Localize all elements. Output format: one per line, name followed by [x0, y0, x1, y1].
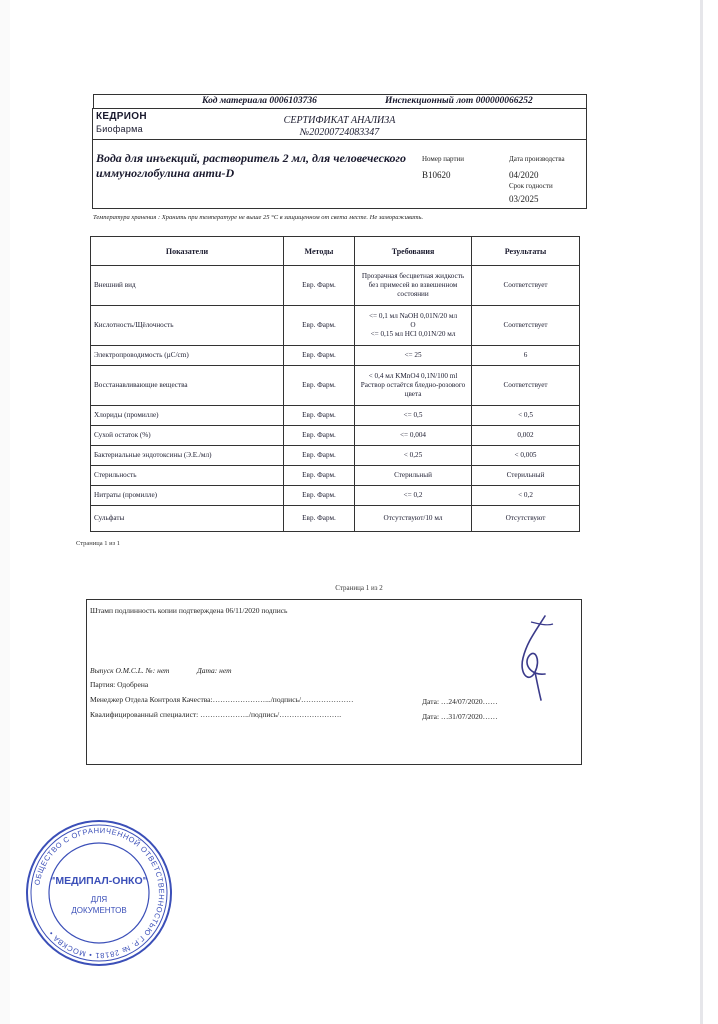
table-row [91, 366, 580, 406]
material-code: Код материала 0006103736 [202, 96, 317, 106]
header-divider [93, 139, 586, 140]
col-header-result: Результаты [472, 237, 580, 266]
table-row [91, 306, 580, 346]
table-row [91, 426, 580, 446]
cell-result: < 0,2 [472, 486, 580, 506]
cell-parameter: Нитраты (промилле) [91, 486, 284, 506]
table-row [91, 266, 580, 306]
product-line-2: иммуноглобулина анти-D [96, 166, 235, 180]
table-row [91, 466, 580, 486]
product-name [96, 151, 416, 181]
certificate-title: СЕРТИФИКАТ АНАЛИЗА [283, 115, 396, 126]
table-row [91, 406, 580, 426]
cell-requirement: <= 0,2 [355, 486, 472, 506]
cell-parameter: Бактериальные эндотоксины (Э.Е./мл) [91, 446, 284, 466]
cell-parameter: Стерильность [91, 466, 284, 486]
certificate-number: №20200724083347 [299, 127, 380, 138]
header-box [92, 108, 587, 209]
page-left-edge [0, 0, 10, 1024]
cell-method: Евр. Фарм. [284, 446, 355, 466]
expiry-value: 03/2025 [509, 194, 539, 204]
qualified-person-date: Дата: …31/07/2020…… [422, 712, 498, 721]
handwritten-signature [505, 612, 565, 702]
cell-method: Евр. Фарм. [284, 346, 355, 366]
cell-result: 0,002 [472, 426, 580, 446]
batch-status: Партия: Одобрена [90, 680, 149, 689]
header-topline [93, 94, 587, 109]
cell-method: Евр. Фарм. [284, 466, 355, 486]
table-row [91, 506, 580, 532]
cell-result: Соответствует [472, 306, 580, 346]
copy-stamp-line: Штамп подлинность копии подтверждена 06/11/2020 подпись [90, 606, 288, 615]
cell-result: Соответствует [472, 366, 580, 406]
cell-method: Евр. Фарм. [284, 506, 355, 532]
cell-parameter: Хлориды (промилле) [91, 406, 284, 426]
cell-method: Евр. Фарм. [284, 306, 355, 346]
cell-requirement: Отсутствуют/10 мл [355, 506, 472, 532]
cell-requirement: < 0,25 [355, 446, 472, 466]
cell-requirement: <= 25 [355, 346, 472, 366]
cell-method: Евр. Фарм. [284, 366, 355, 406]
cell-requirement: <= 0,5 [355, 406, 472, 426]
cell-result: Соответствует [472, 266, 580, 306]
expiry-label: Срок годности [509, 182, 553, 190]
production-date-label: Дата производства [509, 155, 565, 163]
qualified-person-line: Квалифицированный специалист: ………………../подпись/……………………. [90, 710, 342, 719]
col-header-method: Методы [284, 237, 355, 266]
cell-result: < 0,005 [472, 446, 580, 466]
page-note: Страница 1 из 1 [76, 540, 121, 547]
company-subtitle: Биофарма [96, 124, 143, 134]
storage-note: Температура хранения : Хранить при температуре не выше 25 °С в защищенном от света месте. Не замораживать. [93, 214, 424, 221]
release-date: Дата: нет [197, 666, 232, 675]
qc-manager-line: Менеджер Отдела Контроля Качества:………………….../подпись/………………… [90, 695, 354, 704]
cell-requirement: Прозрачная бесцветная жидкость без примесей во взвешенном состоянии [355, 266, 472, 306]
stamp-line-2: ДОКУМЕНТОВ [71, 906, 127, 915]
stamp-ring-text: ОБЩЕСТВО С ОГРАНИЧЕННОЙ ОТВЕТСТВЕННОСТЬЮ Г.Р. № 28181 • МОСКВА • [32, 825, 167, 961]
page-number: Страница 1 из 2 [335, 584, 383, 592]
cell-result: 6 [472, 346, 580, 366]
cell-requirement: <= 0,004 [355, 426, 472, 446]
cell-method: Евр. Фарм. [284, 426, 355, 446]
batch-label: Номер партии [422, 155, 465, 163]
cell-parameter: Электропроводимость (µС/cm) [91, 346, 284, 366]
table-row [91, 346, 580, 366]
cell-result: < 0,5 [472, 406, 580, 426]
production-date-value: 04/2020 [509, 170, 539, 180]
page-right-edge [700, 0, 703, 1024]
col-header-requirement: Требования [355, 237, 472, 266]
cell-requirement: Стерильный [355, 466, 472, 486]
company-stamp [24, 818, 174, 968]
col-header-param: Показатели [91, 237, 284, 266]
qc-manager-date: Дата: …24/07/2020…… [422, 697, 498, 706]
svg-text:ОБЩЕСТВО С ОГРАНИЧЕННОЙ ОТВЕТС [32, 826, 166, 960]
cell-result: Стерильный [472, 466, 580, 486]
cell-result: Отсутствуют [472, 506, 580, 532]
cell-requirement: < 0,4 мл KMnO4 0,1N/100 ml Раствор остаётся бледно-розового цвета [355, 366, 472, 406]
stamp-line-1: ДЛЯ [90, 895, 108, 904]
certificate-title-block [93, 115, 586, 139]
cell-method: Евр. Фарм. [284, 266, 355, 306]
table-row [91, 446, 580, 466]
cell-parameter: Сухой остаток (%) [91, 426, 284, 446]
release-number: Выпуск О.М.С.L. №: нет [90, 666, 170, 675]
cell-method: Евр. Фарм. [284, 406, 355, 426]
cell-parameter: Внешний вид [91, 266, 284, 306]
batch-value: B10620 [422, 170, 451, 180]
stamp-name: "МЕДИПАЛ-ОНКО" [50, 875, 148, 887]
cell-method: Евр. Фарм. [284, 486, 355, 506]
table-row [91, 486, 580, 506]
cell-parameter: Кислотность/Щёлочность [91, 306, 284, 346]
cell-parameter: Восстанавливающие вещества [91, 366, 284, 406]
company-name: КЕДРИОН [96, 111, 147, 122]
table-header-row [91, 237, 580, 266]
analysis-table [90, 236, 580, 532]
cell-parameter: Сульфаты [91, 506, 284, 532]
cell-requirement: <= 0,1 мл NaOH 0,01N/20 мл O <= 0,15 мл HCl 0,01N/20 мл [355, 306, 472, 346]
inspection-lot: Инспекционный лот 000000066252 [385, 96, 533, 106]
product-line-1: Вода для инъекций, растворитель 2 мл, для человеческого [96, 151, 406, 165]
